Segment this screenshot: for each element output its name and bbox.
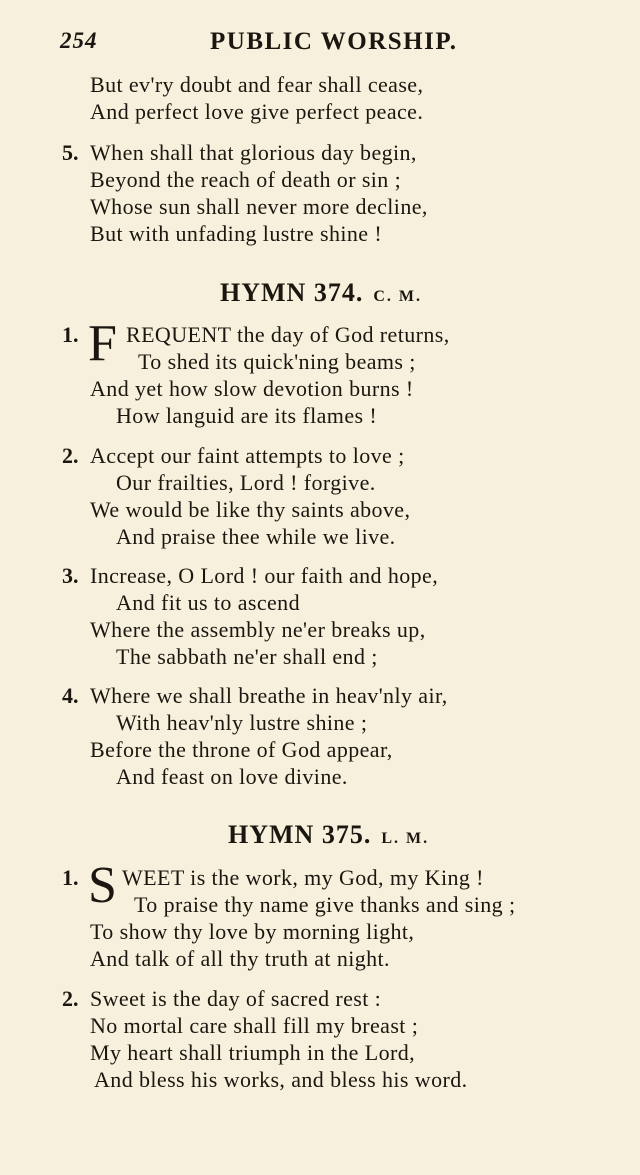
verse-line: To shed its quick'ning beams ;	[138, 349, 416, 374]
verse-line: With heav'nly lustre shine ;	[116, 710, 368, 735]
verse-line: And feast on love divine.	[116, 764, 348, 789]
stanza-number: 4.	[62, 683, 79, 708]
verse-line: And praise thee while we live.	[116, 524, 396, 549]
verse-line: Accept our faint attempts to love ;	[90, 443, 405, 468]
verse-line: Where the assembly ne'er breaks up,	[90, 617, 426, 642]
verse-line: Sweet is the day of sacred rest :	[90, 986, 382, 1011]
verse-line: To show thy love by morning light,	[90, 919, 415, 944]
verse-line: To praise thy name give thanks and sing ;	[134, 892, 516, 917]
drop-cap: S	[88, 857, 117, 914]
hymn-title	[228, 820, 429, 850]
page-header	[60, 28, 480, 62]
drop-cap: F	[88, 315, 117, 372]
verse-line: And fit us to ascend	[116, 590, 300, 615]
verse-line: REQUENT the day of God returns,	[126, 322, 450, 347]
verse-line: How languid are its flames !	[116, 403, 378, 428]
verse-line: And talk of all thy truth at night.	[90, 946, 390, 971]
verse-line: My heart shall triumph in the Lord,	[90, 1040, 415, 1065]
verse-line: Our frailties, Lord ! forgive.	[116, 470, 376, 495]
verse-line: Before the throne of God appear,	[90, 737, 393, 762]
verse-line: The sabbath ne'er shall end ;	[116, 644, 378, 669]
hymn-meter: L. M.	[381, 830, 430, 847]
stanza-number: 2.	[62, 443, 79, 468]
stanza-number: 5.	[62, 140, 79, 165]
stanza-number: 1.	[62, 865, 79, 890]
verse-line: Where we shall breathe in heav'nly air,	[90, 683, 448, 708]
verse-line: When shall that glorious day begin,	[90, 140, 417, 165]
hymn-number: HYMN 375.	[228, 820, 372, 849]
stanza-number: 3.	[62, 563, 79, 588]
running-title: PUBLIC WORSHIP.	[210, 28, 458, 55]
hymn-number: HYMN 374.	[220, 278, 364, 307]
verse-line: Whose sun shall never more decline,	[90, 194, 428, 219]
verse-line: And perfect love give perfect peace.	[90, 99, 424, 124]
verse-line: And yet how slow devotion burns !	[90, 376, 414, 401]
verse-line: We would be like thy saints above,	[90, 497, 411, 522]
verse-line: But ev'ry doubt and fear shall cease,	[90, 72, 424, 97]
stanza-number: 2.	[62, 986, 79, 1011]
verse-line: And bless his works, and bless his word.	[94, 1067, 468, 1092]
verse-line: WEET is the work, my God, my King !	[122, 865, 484, 890]
page-number: 254	[60, 28, 98, 53]
verse-line: Increase, O Lord ! our faith and hope,	[90, 563, 439, 588]
stanza-number: 1.	[62, 322, 79, 347]
verse-line: Beyond the reach of death or sin ;	[90, 167, 402, 192]
verse-line: But with unfading lustre shine !	[90, 221, 383, 246]
verse-line: No mortal care shall fill my breast ;	[90, 1013, 419, 1038]
hymn-meter: C. M.	[373, 288, 422, 305]
hymn-title	[220, 278, 422, 308]
